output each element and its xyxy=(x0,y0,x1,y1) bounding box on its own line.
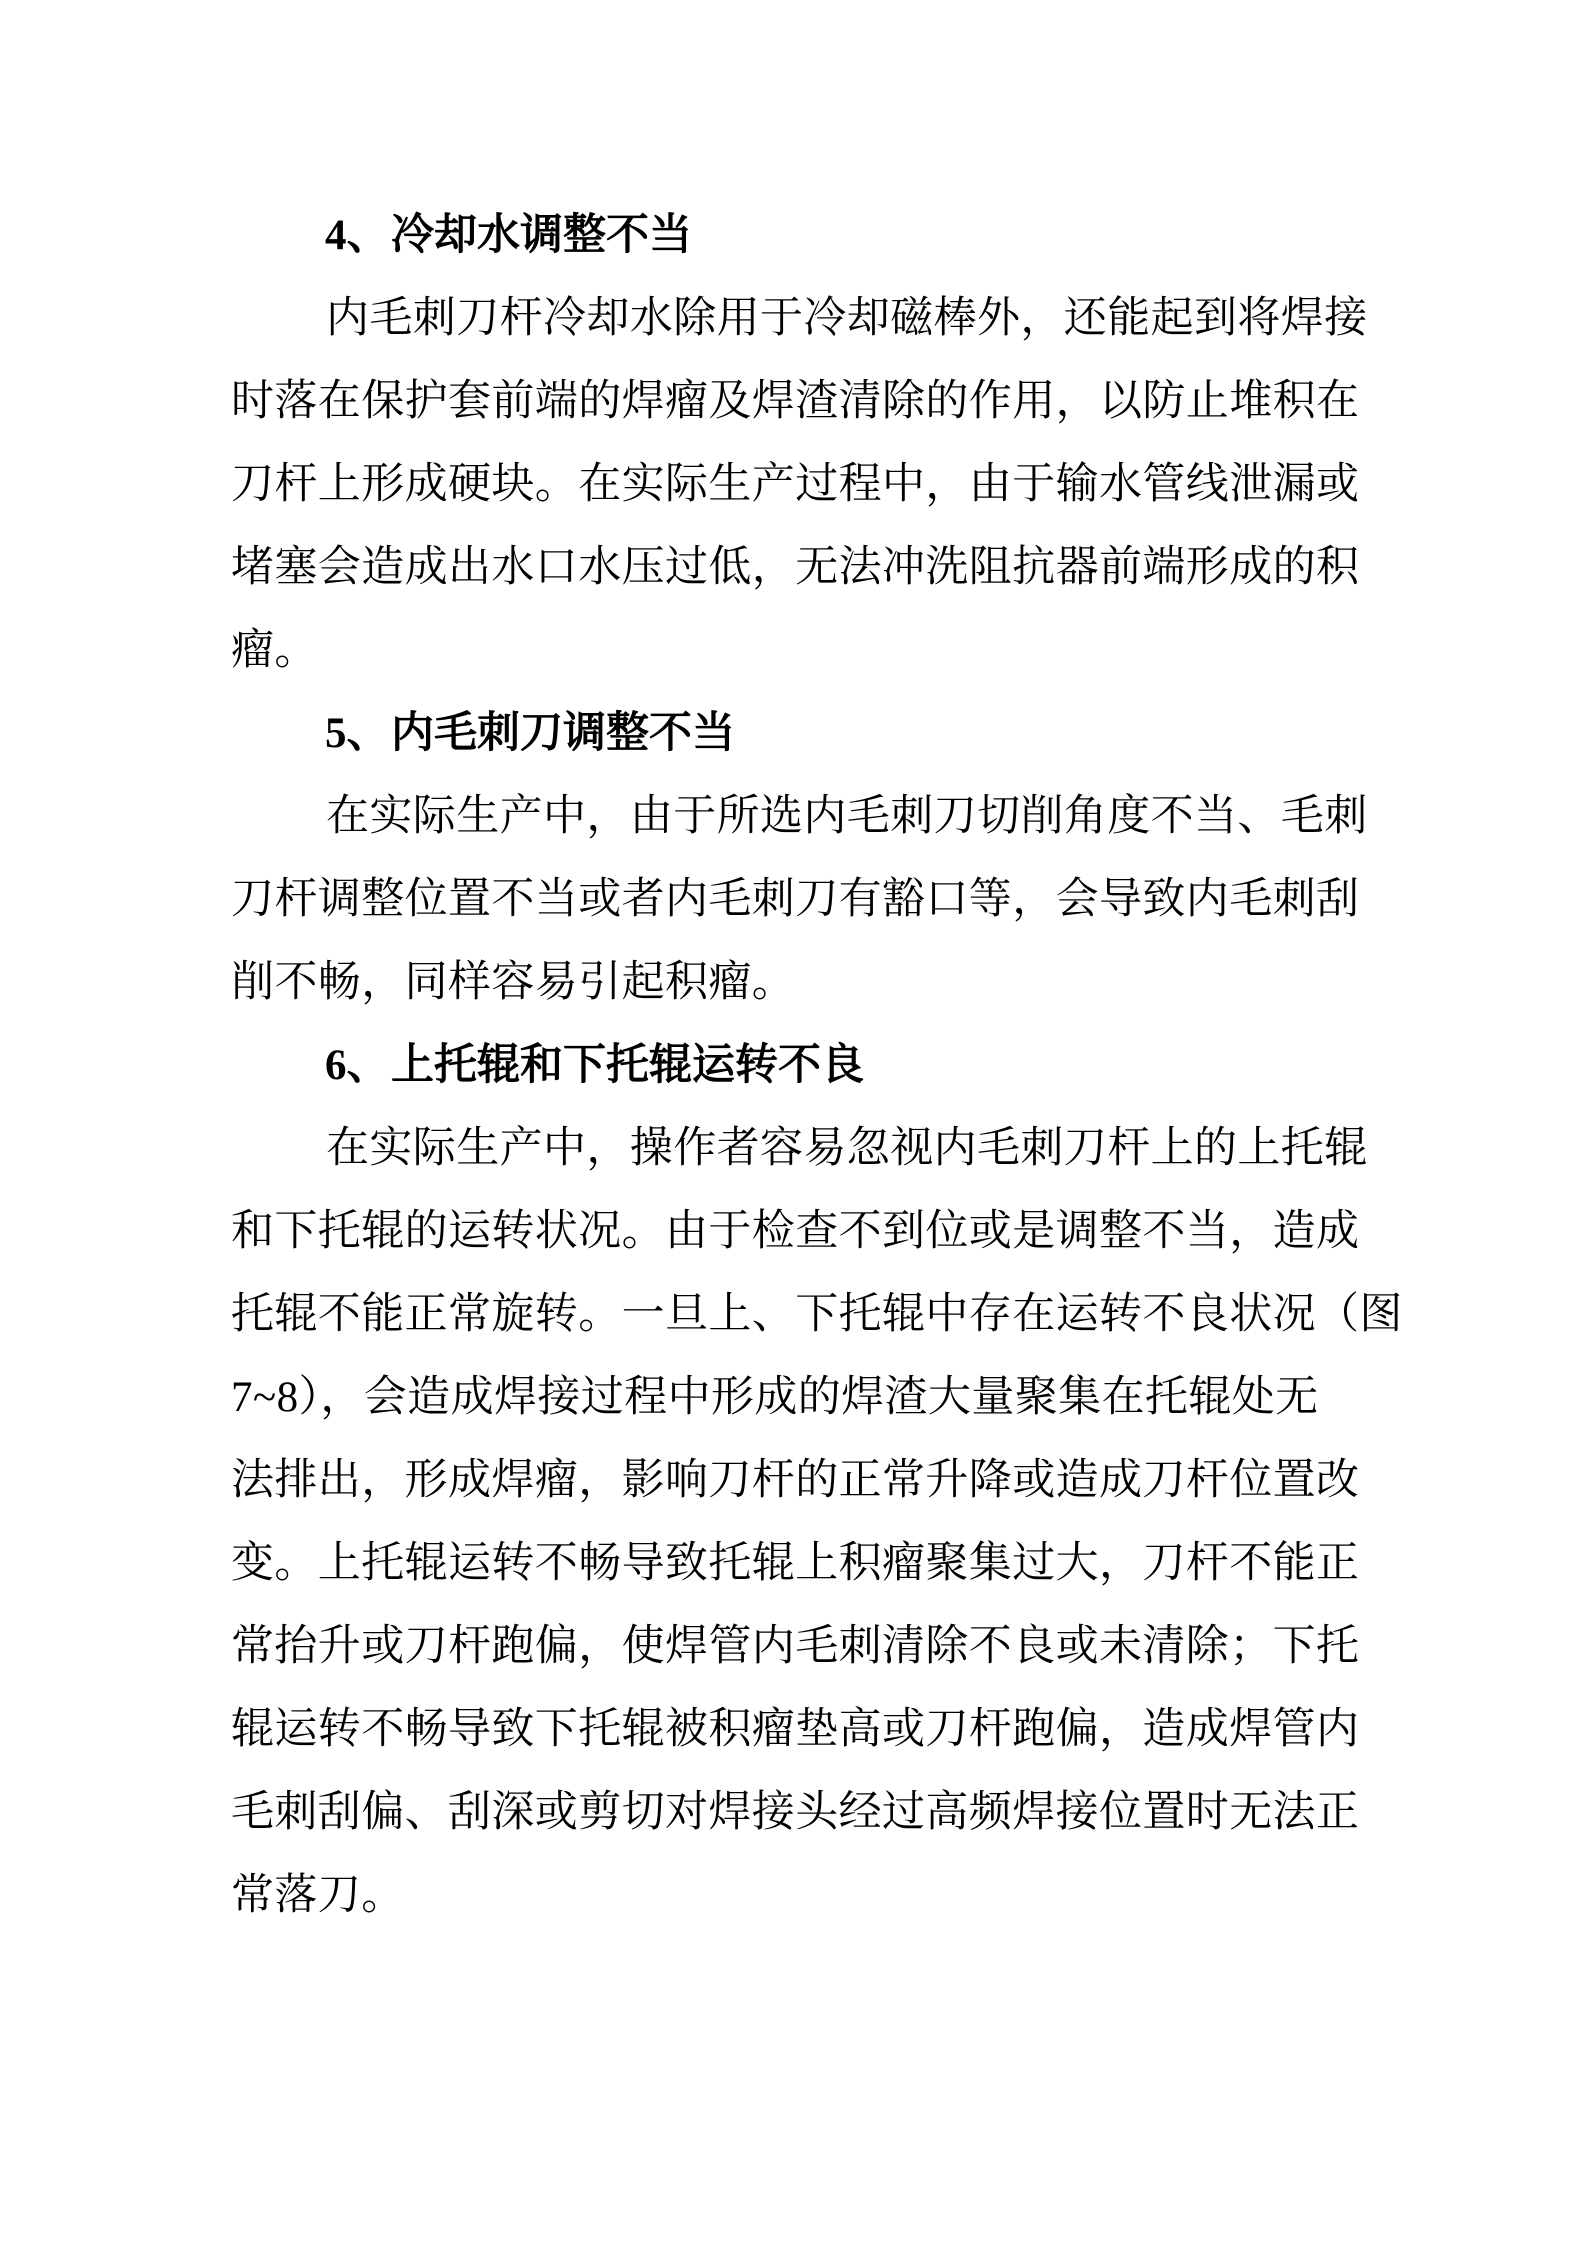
paragraph-line: 内毛刺刀杆冷却水除用于冷却磁棒外，还能起到将焊接 xyxy=(326,295,1368,342)
heading-number: 4、 xyxy=(325,212,390,259)
heading-title: 冷却水调整不当 xyxy=(391,212,692,259)
paragraph-line: 常落刀。 xyxy=(231,1872,405,1919)
paragraph-line: 常抬升或刀杆跑偏，使焊管内毛刺清除不良或未清除；下托 xyxy=(231,1623,1360,1670)
section-heading xyxy=(231,1024,1359,1107)
paragraph-line: 瘤。 xyxy=(231,627,318,674)
paragraph-line: 变。上托辊运转不畅导致托辊上积瘤聚集过大，刀杆不能正 xyxy=(231,1540,1360,1587)
paragraph-line: 托辊不能正常旋转。一旦上、下托辊中存在运转不良状况（图 xyxy=(231,1291,1403,1338)
heading-number: 5、 xyxy=(325,710,390,757)
heading-number: 6、 xyxy=(325,1042,390,1089)
paragraph-line: 辊运转不畅导致下托辊被积瘤垫高或刀杆跑偏，造成焊管内 xyxy=(231,1706,1360,1753)
section-heading xyxy=(231,194,1359,277)
paragraph-line: 在实际生产中，操作者容易忽视内毛刺刀杆上的上托辊 xyxy=(326,1125,1368,1172)
paragraph-line: 时落在保护套前端的焊瘤及焊渣清除的作用，以防止堆积在 xyxy=(231,378,1360,425)
paragraph-line: 削不畅，同样容易引起积瘤。 xyxy=(231,959,796,1006)
paragraph-line: 法排出，形成焊瘤，影响刀杆的正常升降或造成刀杆位置改 xyxy=(231,1457,1360,1504)
heading-title: 内毛刺刀调整不当 xyxy=(391,710,735,757)
paragraph-line: 毛刺刮偏、刮深或剪切对焊接头经过高频焊接位置时无法正 xyxy=(231,1789,1360,1836)
page-text-content xyxy=(231,194,1403,1937)
paragraph-line: 7~8），会造成焊接过程中形成的焊渣大量聚集在托辊处无 xyxy=(231,1374,1319,1421)
paragraph-line: 在实际生产中，由于所选内毛刺刀切削角度不当、毛刺 xyxy=(326,793,1368,840)
paragraph-line: 刀杆上形成硬块。在实际生产过程中，由于输水管线泄漏或 xyxy=(231,461,1360,508)
section-heading xyxy=(231,692,1359,775)
paragraph-line: 堵塞会造成出水口水压过低，无法冲洗阻抗器前端形成的积 xyxy=(231,544,1360,591)
paragraph-line: 刀杆调整位置不当或者内毛刺刀有豁口等，会导致内毛刺刮 xyxy=(231,876,1360,923)
paragraph-line: 和下托辊的运转状况。由于检查不到位或是调整不当，造成 xyxy=(231,1208,1360,1255)
heading-title: 上托辊和下托辊运转不良 xyxy=(391,1042,864,1089)
